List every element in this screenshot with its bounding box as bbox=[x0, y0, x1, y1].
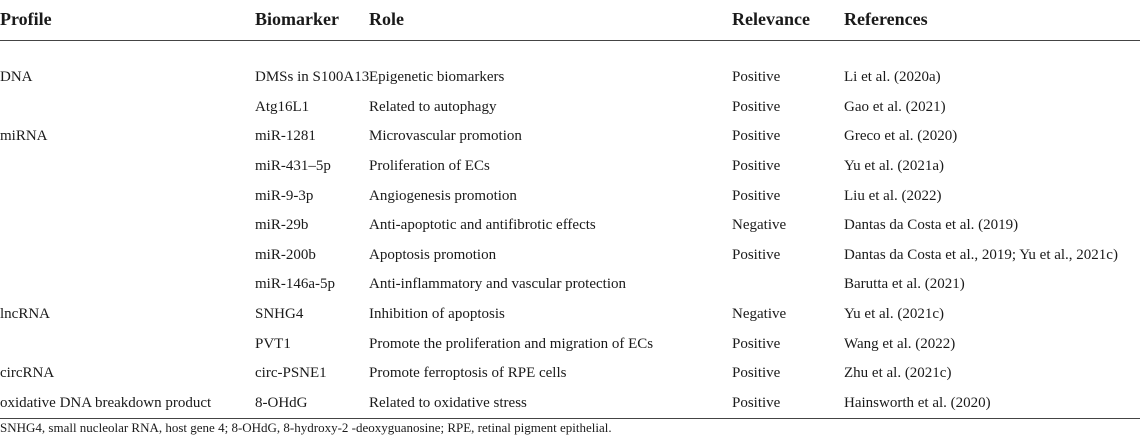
table-footnote: SNHG4, small nucleolar RNA, host gene 4; 8-OHdG, 8-hydroxy-2 -deoxyguanosine; RPE, retinal pigment epithelial. bbox=[0, 420, 612, 435]
table-row bbox=[0, 329, 1140, 359]
table-row bbox=[0, 122, 1140, 152]
cell-role: Anti-inflammatory and vascular protection bbox=[369, 276, 626, 293]
cell-biomarker: SNHG4 bbox=[255, 306, 304, 323]
cell-relevance: Negative bbox=[732, 217, 787, 234]
cell-role: Promote the proliferation and migration of ECs bbox=[369, 335, 654, 352]
cell-role: Apoptosis promotion bbox=[369, 246, 497, 263]
header-biomarker: Biomarker bbox=[255, 8, 339, 29]
cell-relevance: Positive bbox=[732, 335, 781, 352]
table-row bbox=[0, 241, 1140, 271]
table-row bbox=[0, 389, 1140, 419]
cell-profile bbox=[0, 241, 255, 271]
cell-biomarker: circ-PSNE1 bbox=[255, 365, 327, 382]
cell-biomarker: miR-29b bbox=[255, 217, 309, 234]
cell-role: Related to oxidative stress bbox=[369, 394, 527, 411]
cell-references: Zhu et al. (2021c) bbox=[844, 365, 952, 382]
table-body bbox=[0, 41, 1140, 419]
cell-references: Hainsworth et al. (2020) bbox=[844, 394, 991, 411]
cell-profile bbox=[0, 270, 255, 300]
table-row bbox=[0, 270, 1140, 300]
header-relevance: Relevance bbox=[732, 8, 810, 29]
table-header bbox=[0, 0, 1140, 41]
table-row bbox=[0, 359, 1140, 389]
cell-role: Anti-apoptotic and antifibrotic effects bbox=[369, 217, 596, 234]
cell-references: Gao et al. (2021) bbox=[844, 98, 946, 115]
cell-references: Li et al. (2020a) bbox=[844, 69, 941, 86]
cell-relevance: Positive bbox=[732, 69, 781, 86]
cell-profile bbox=[0, 181, 255, 211]
header-references: References bbox=[844, 8, 928, 29]
cell-role: Microvascular promotion bbox=[369, 128, 522, 145]
cell-relevance: Positive bbox=[732, 365, 781, 382]
table-row bbox=[0, 41, 1140, 93]
cell-relevance: Negative bbox=[732, 306, 787, 323]
cell-biomarker: DMSs in S100A13 bbox=[255, 69, 370, 86]
cell-role: Inhibition of apoptosis bbox=[369, 306, 505, 323]
cell-profile: DNA bbox=[0, 69, 33, 86]
header-profile: Profile bbox=[0, 8, 52, 29]
cell-role: Related to autophagy bbox=[369, 98, 497, 115]
cell-role: Epigenetic biomarkers bbox=[369, 69, 505, 86]
cell-relevance: Positive bbox=[732, 394, 781, 411]
cell-references: Barutta et al. (2021) bbox=[844, 276, 965, 293]
cell-profile bbox=[0, 93, 255, 123]
cell-biomarker: miR-1281 bbox=[255, 128, 316, 145]
cell-profile bbox=[0, 211, 255, 241]
cell-biomarker: PVT1 bbox=[255, 335, 291, 352]
table-row bbox=[0, 181, 1140, 211]
cell-biomarker: 8-OHdG bbox=[255, 394, 308, 411]
cell-references: Yu et al. (2021c) bbox=[844, 306, 944, 323]
cell-references: Wang et al. (2022) bbox=[844, 335, 956, 352]
cell-relevance: Positive bbox=[732, 98, 781, 115]
cell-profile: circRNA bbox=[0, 365, 55, 382]
cell-relevance: Positive bbox=[732, 128, 781, 145]
cell-relevance: Positive bbox=[732, 246, 781, 263]
cell-role: Proliferation of ECs bbox=[369, 158, 490, 175]
cell-profile bbox=[0, 329, 255, 359]
cell-references: Yu et al. (2021a) bbox=[844, 158, 944, 175]
header-row bbox=[0, 0, 1140, 41]
table-row bbox=[0, 152, 1140, 182]
cell-relevance bbox=[732, 270, 844, 300]
cell-role: Angiogenesis promotion bbox=[369, 187, 517, 204]
cell-biomarker: Atg16L1 bbox=[255, 98, 310, 115]
table-row bbox=[0, 300, 1140, 330]
cell-biomarker: miR-200b bbox=[255, 246, 316, 263]
cell-relevance: Positive bbox=[732, 187, 781, 204]
cell-role: Promote ferroptosis of RPE cells bbox=[369, 365, 567, 382]
cell-relevance: Positive bbox=[732, 158, 781, 175]
cell-references: Liu et al. (2022) bbox=[844, 187, 942, 204]
cell-references: Dantas da Costa et al. (2019) bbox=[844, 217, 1019, 234]
cell-references: Dantas da Costa et al., 2019; Yu et al., 2021c) bbox=[844, 246, 1118, 263]
cell-biomarker: miR-146a-5p bbox=[255, 276, 335, 293]
cell-profile bbox=[0, 152, 255, 182]
table-row bbox=[0, 93, 1140, 123]
cell-biomarker: miR-9-3p bbox=[255, 187, 314, 204]
cell-profile: miRNA bbox=[0, 128, 48, 145]
header-role: Role bbox=[369, 8, 404, 29]
table-row bbox=[0, 211, 1140, 241]
cell-references: Greco et al. (2020) bbox=[844, 128, 958, 145]
cell-biomarker: miR-431–5p bbox=[255, 158, 331, 175]
cell-profile: oxidative DNA breakdown product bbox=[0, 394, 212, 411]
cell-profile: lncRNA bbox=[0, 306, 50, 323]
